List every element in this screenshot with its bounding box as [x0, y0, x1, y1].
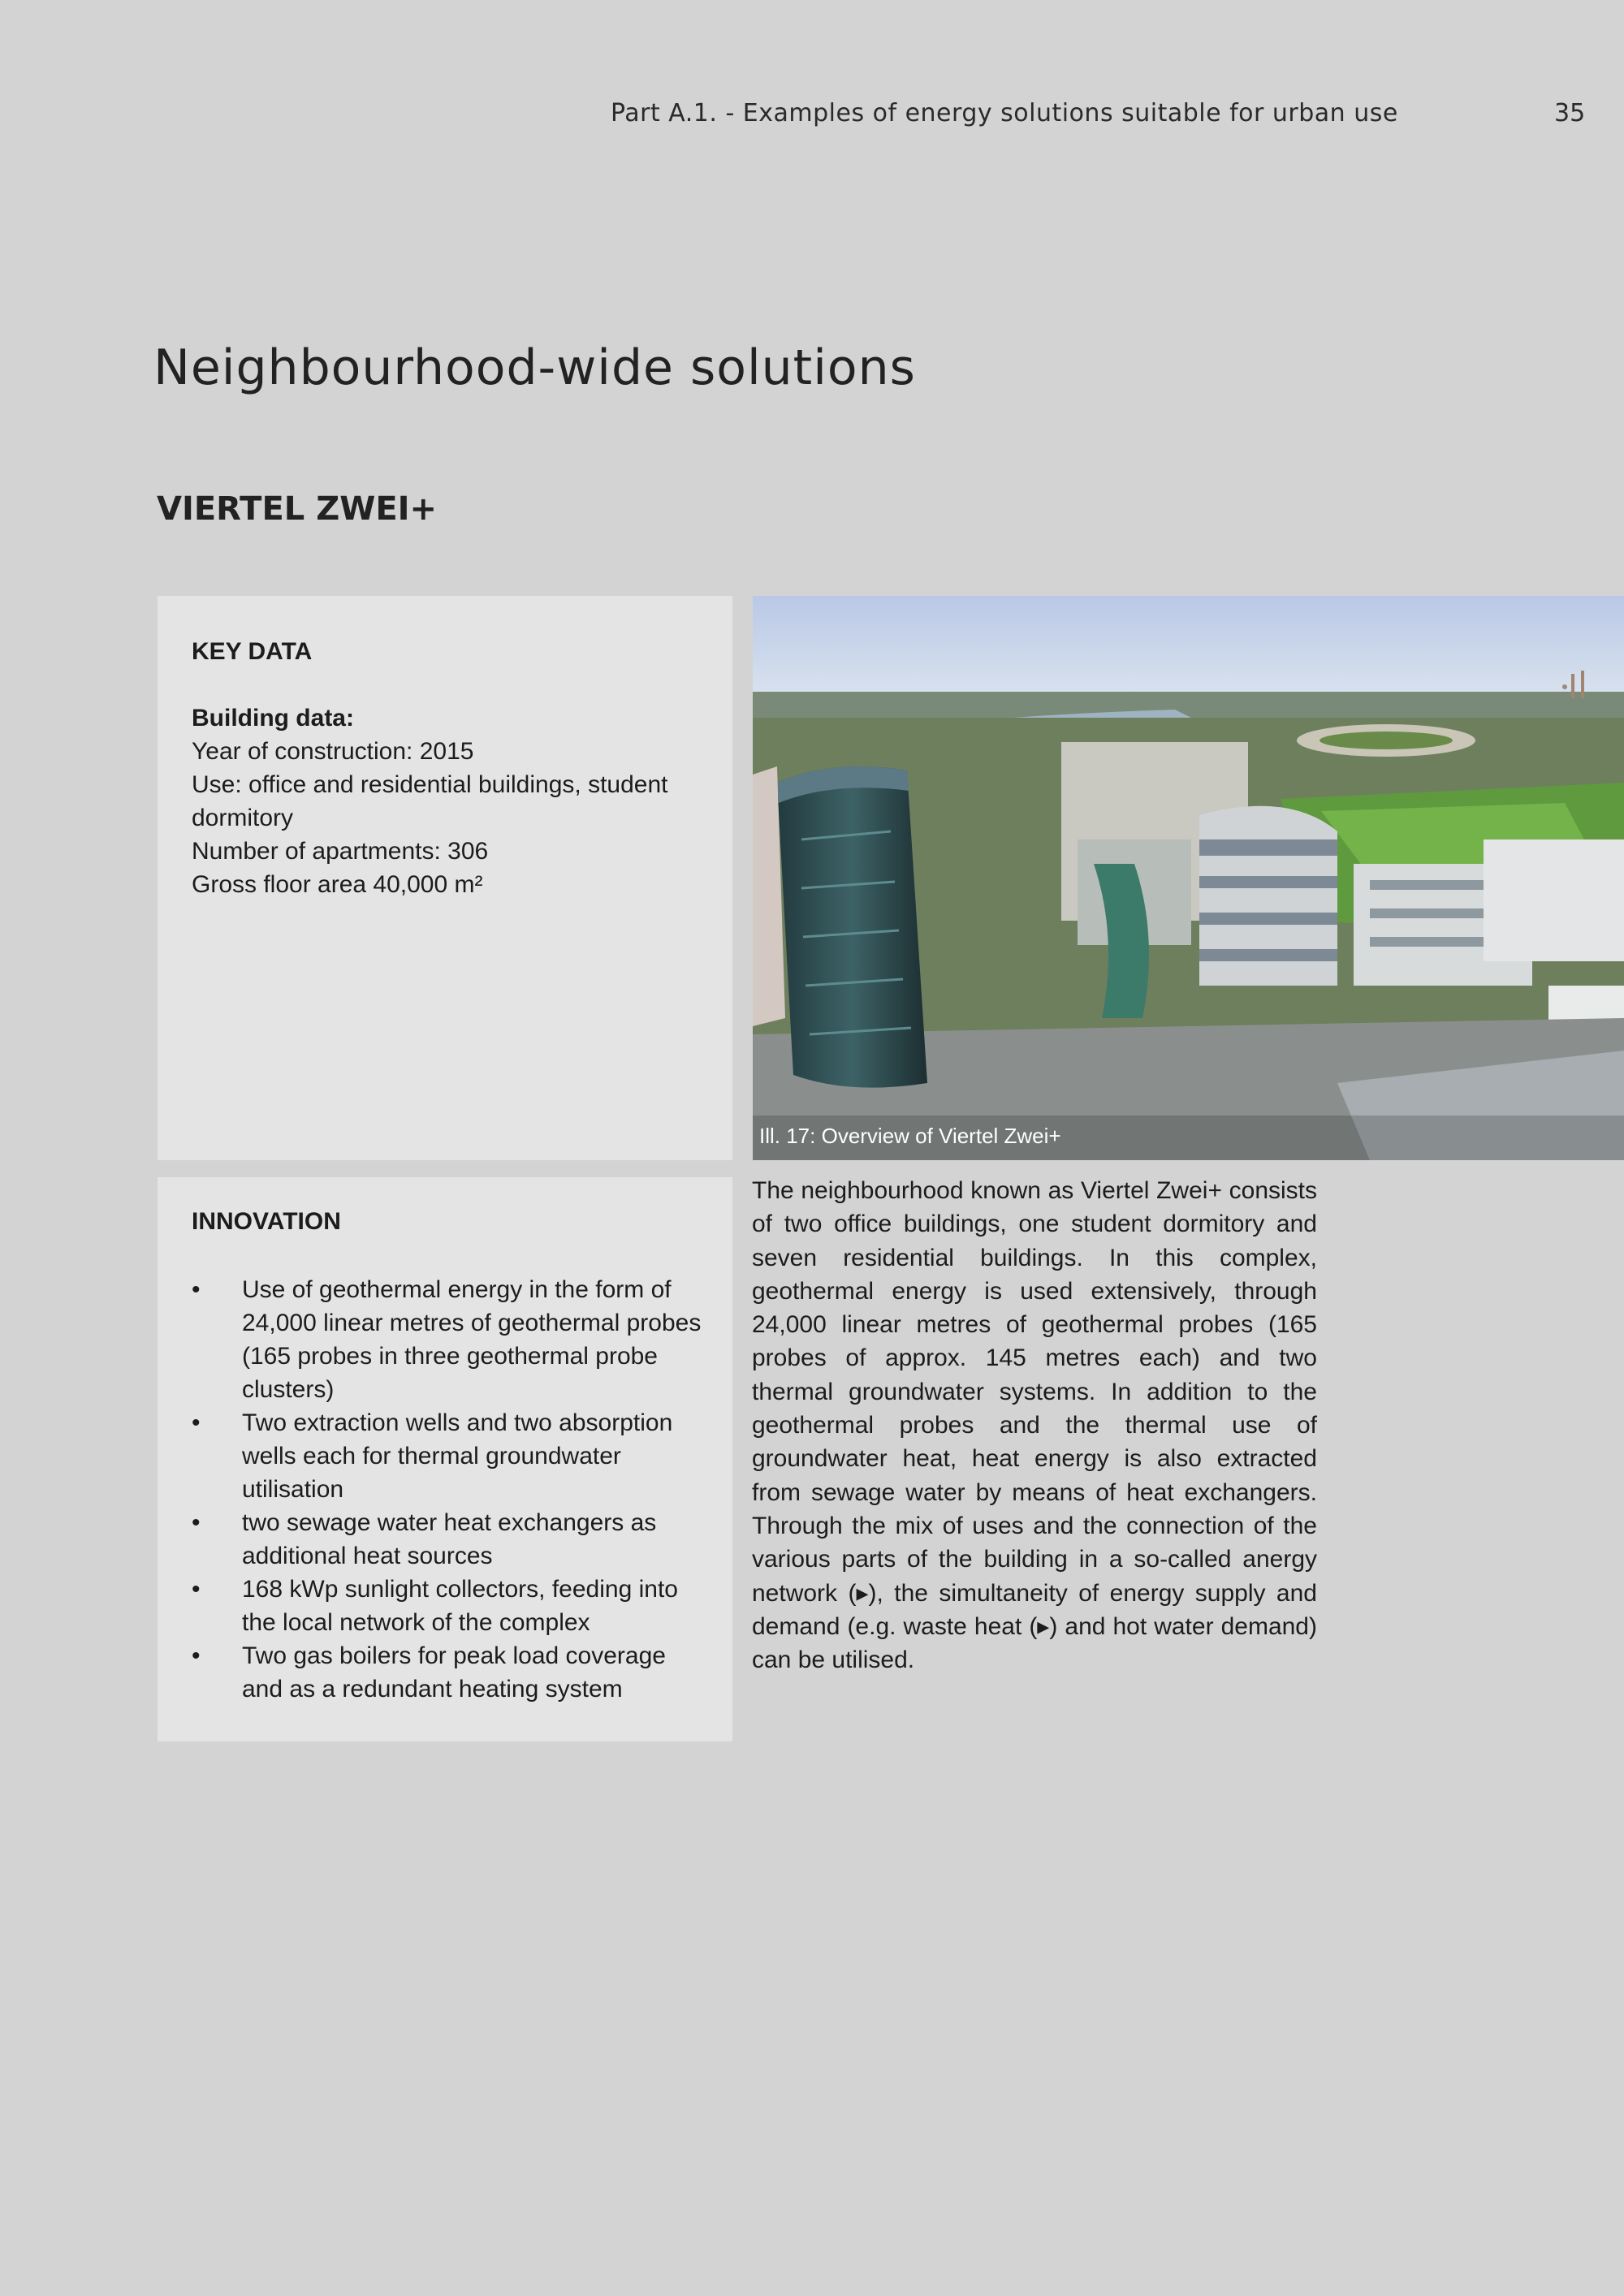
innovation-list	[192, 1273, 711, 1706]
bullet: •	[192, 1276, 201, 1303]
innovation-heading: INNOVATION	[192, 1208, 341, 1235]
key-data-line: Number of apartments: 306	[192, 838, 489, 865]
aerial-photo-illustration	[753, 596, 1624, 1160]
list-item-text: 168 kWp sunlight collectors, feeding into the local network of the complex	[242, 1576, 678, 1636]
list-item-text: two sewage water heat exchangers as additional heat sources	[242, 1509, 657, 1569]
bullet: •	[192, 1409, 201, 1436]
list-item	[192, 1506, 711, 1573]
list-item	[192, 1406, 711, 1506]
key-data-heading: KEY DATA	[192, 638, 313, 665]
bullet: •	[192, 1576, 201, 1603]
project-title: VIERTEL ZWEI+	[157, 490, 438, 528]
bullet: •	[192, 1509, 201, 1536]
page-number: 35	[1554, 99, 1586, 127]
list-item	[192, 1273, 711, 1406]
list-item-text: Two gas boilers for peak load coverage and as a redundant heating system	[242, 1642, 666, 1703]
key-data-line: Use: office and residential buildings, student dormitory	[192, 771, 668, 831]
list-item	[192, 1639, 711, 1706]
bullet: •	[192, 1642, 201, 1669]
list-item-text: Two extraction wells and two absorption wells each for thermal groundwater utilisation	[242, 1409, 673, 1503]
body-paragraph: The neighbourhood known as Viertel Zwei+ consists of two office buildings, one student dormitory and seven residential buildings. In this complex, geothermal energy is used extensively, through 24,000 linear metres of geothermal probes (165 probes of approx. 145 metres each) and two thermal groundwater systems. In addition to the geothermal probes and the thermal use of groundwater heat, heat energy is also extracted from sewage water by means of heat exchangers. Through the mix of uses and the connection of the various parts of the building in a so-called anergy network (▸), the simultaneity of energy supply and demand (e.g. waste heat (▸) and hot water demand) can be utilised.	[752, 1177, 1317, 1674]
photo-caption: Ill. 17: Overview of Viertel Zwei+	[759, 1124, 1061, 1148]
key-data-box	[158, 596, 732, 1160]
key-data-line: Gross floor area 40,000 m²	[192, 871, 483, 898]
section-title: Neighbourhood-wide solutions	[153, 339, 916, 396]
list-item	[192, 1573, 711, 1639]
key-data-body	[192, 701, 711, 901]
list-item-text: Use of geothermal energy in the form of 24,000 linear metres of geothermal probes (165 probes in three geothermal probe clusters)	[242, 1276, 702, 1403]
aerial-photo	[753, 596, 1624, 1160]
building-data-subheading: Building data:	[192, 705, 354, 732]
header-title: Part A.1. - Examples of energy solutions suitable for urban use	[611, 99, 1398, 127]
innovation-box	[158, 1177, 732, 1741]
key-data-line: Year of construction: 2015	[192, 738, 474, 765]
